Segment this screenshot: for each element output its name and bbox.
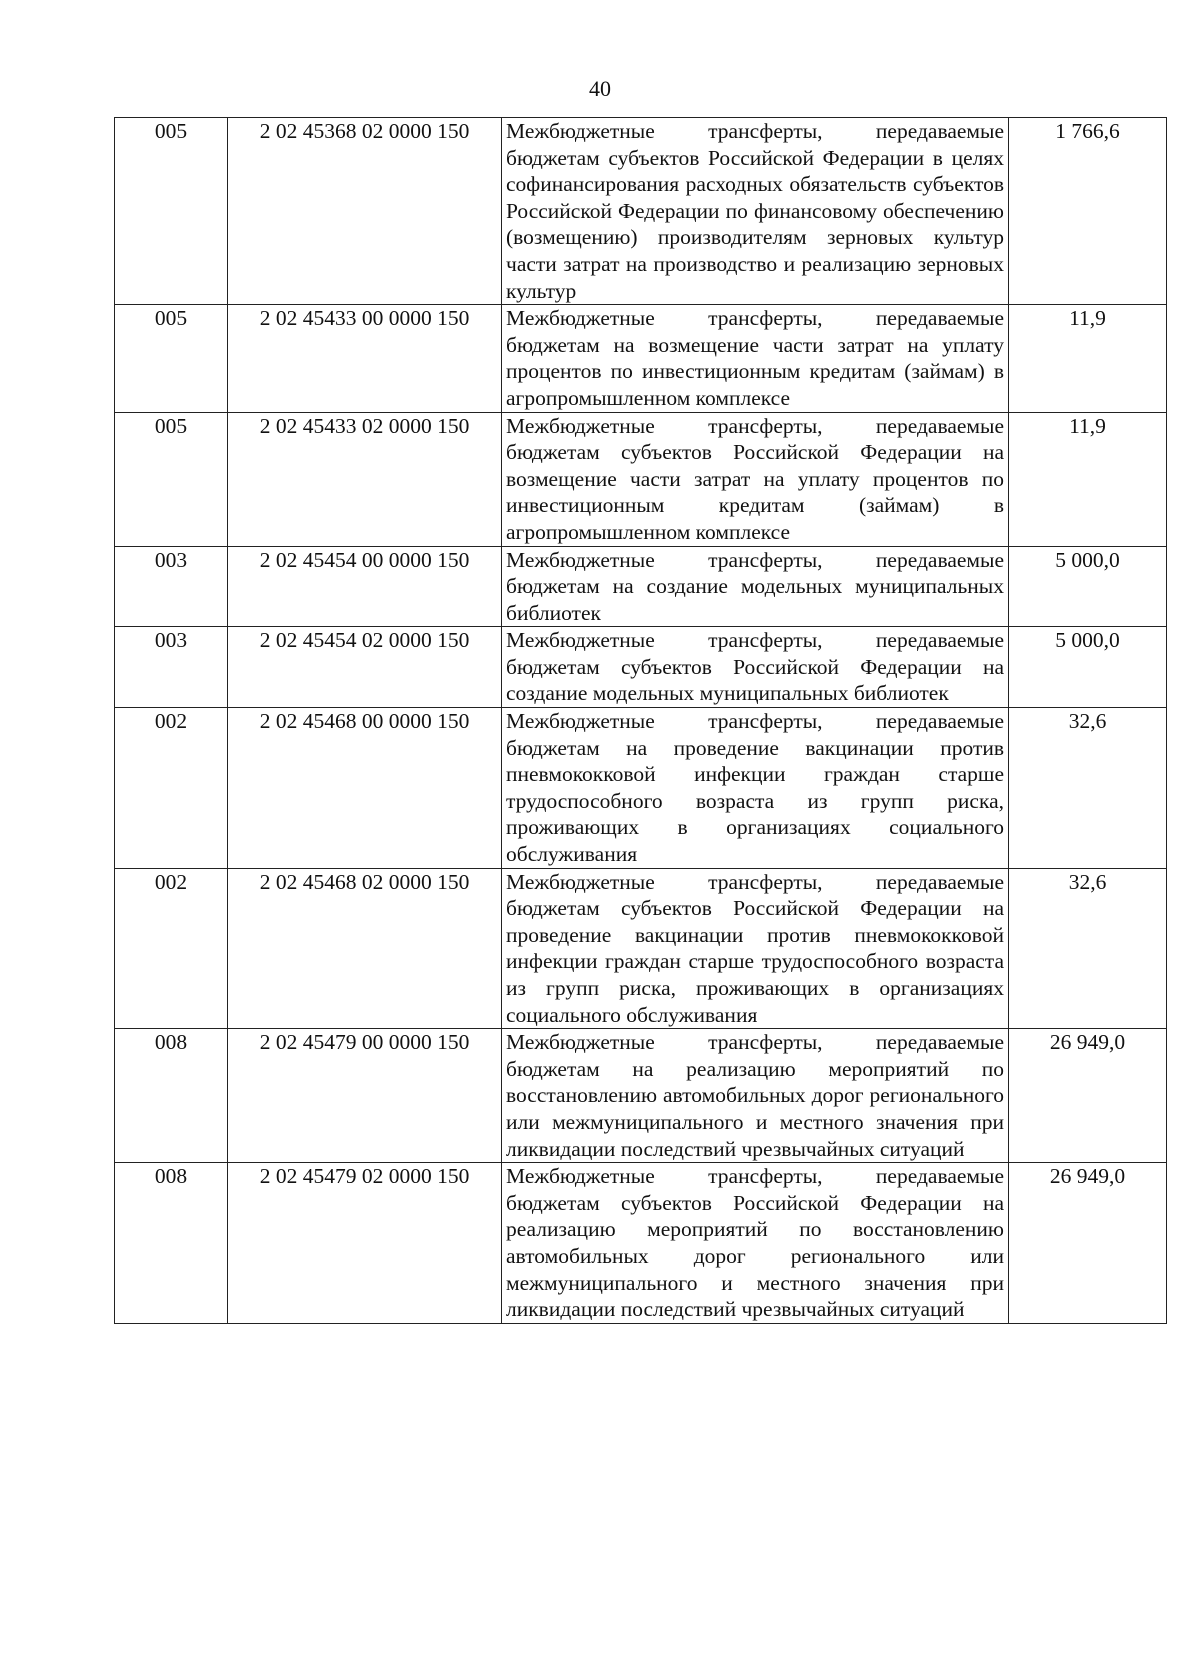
budget-classification-code-cell: 2 02 45479 02 0000 150: [228, 1163, 502, 1324]
amount-cell: 32,6: [1009, 868, 1167, 1029]
budget-revenue-table: [114, 117, 1167, 1324]
table-row: [115, 305, 1167, 412]
admin-code-cell: 002: [115, 708, 228, 869]
admin-code-cell: 002: [115, 868, 228, 1029]
admin-code-cell: 008: [115, 1029, 228, 1163]
revenue-name-cell: Межбюджетные трансферты, передаваемые бюджетам на проведение вакцинации против пневмококковой инфекции граждан старше трудоспособного возраста из групп риска, проживающих в организациях социального обслуживания: [502, 708, 1009, 869]
table-row: [115, 708, 1167, 869]
budget-classification-code-cell: 2 02 45454 02 0000 150: [228, 627, 502, 708]
admin-code-cell: 005: [115, 118, 228, 305]
budget-classification-code-cell: 2 02 45468 02 0000 150: [228, 868, 502, 1029]
revenue-name-cell: Межбюджетные трансферты, передаваемые бюджетам субъектов Российской Федерации на реализацию мероприятий по восстановлению автомобильных дорог регионального или межмуниципального и местного значения при ликвидации последствий чрезвычайных ситуаций: [502, 1163, 1009, 1324]
table-row: [115, 627, 1167, 708]
budget-classification-code-cell: 2 02 45433 02 0000 150: [228, 412, 502, 546]
amount-cell: 1 766,6: [1009, 118, 1167, 305]
admin-code-cell: 005: [115, 412, 228, 546]
budget-classification-code-cell: 2 02 45479 00 0000 150: [228, 1029, 502, 1163]
amount-cell: 32,6: [1009, 708, 1167, 869]
revenue-name-cell: Межбюджетные трансферты, передаваемые бюджетам субъектов Российской Федерации на возмещение части затрат на уплату процентов по инвестиционным кредитам (займам) в агропромышленном комплексе: [502, 412, 1009, 546]
amount-cell: 5 000,0: [1009, 546, 1167, 627]
revenue-name-cell: Межбюджетные трансферты, передаваемые бюджетам на возмещение части затрат на уплату процентов по инвестиционным кредитам (займам) в агропромышленном комплексе: [502, 305, 1009, 412]
budget-classification-code-cell: 2 02 45368 02 0000 150: [228, 118, 502, 305]
revenue-name-cell: Межбюджетные трансферты, передаваемые бюджетам субъектов Российской Федерации на создание модельных муниципальных библиотек: [502, 627, 1009, 708]
budget-classification-code-cell: 2 02 45433 00 0000 150: [228, 305, 502, 412]
revenue-name-cell: Межбюджетные трансферты, передаваемые бюджетам субъектов Российской Федерации в целях софинансирования расходных обязательств субъектов Российской Федерации по финансовому обеспечению (возмещению) производителям зерновых культур части затрат на производство и реализацию зерновых культур: [502, 118, 1009, 305]
amount-cell: 11,9: [1009, 412, 1167, 546]
revenue-name-cell: Межбюджетные трансферты, передаваемые бюджетам на создание модельных муниципальных библиотек: [502, 546, 1009, 627]
budget-classification-code-cell: 2 02 45468 00 0000 150: [228, 708, 502, 869]
amount-cell: 11,9: [1009, 305, 1167, 412]
revenue-name-cell: Межбюджетные трансферты, передаваемые бюджетам на реализацию мероприятий по восстановлению автомобильных дорог регионального или межмуниципального и местного значения при ликвидации последствий чрезвычайных ситуаций: [502, 1029, 1009, 1163]
page-number: 40: [589, 76, 611, 101]
table-row: [115, 412, 1167, 546]
admin-code-cell: 003: [115, 627, 228, 708]
amount-cell: 5 000,0: [1009, 627, 1167, 708]
table-row: [115, 1163, 1167, 1324]
admin-code-cell: 003: [115, 546, 228, 627]
table-row: [115, 546, 1167, 627]
amount-cell: 26 949,0: [1009, 1163, 1167, 1324]
revenue-name-cell: Межбюджетные трансферты, передаваемые бюджетам субъектов Российской Федерации на проведение вакцинации против пневмококковой инфекции граждан старше трудоспособного возраста из групп риска, проживающих в организациях социального обслуживания: [502, 868, 1009, 1029]
table-row: [115, 118, 1167, 305]
budget-classification-code-cell: 2 02 45454 00 0000 150: [228, 546, 502, 627]
table-row: [115, 868, 1167, 1029]
amount-cell: 26 949,0: [1009, 1029, 1167, 1163]
table-row: [115, 1029, 1167, 1163]
admin-code-cell: 005: [115, 305, 228, 412]
admin-code-cell: 008: [115, 1163, 228, 1324]
